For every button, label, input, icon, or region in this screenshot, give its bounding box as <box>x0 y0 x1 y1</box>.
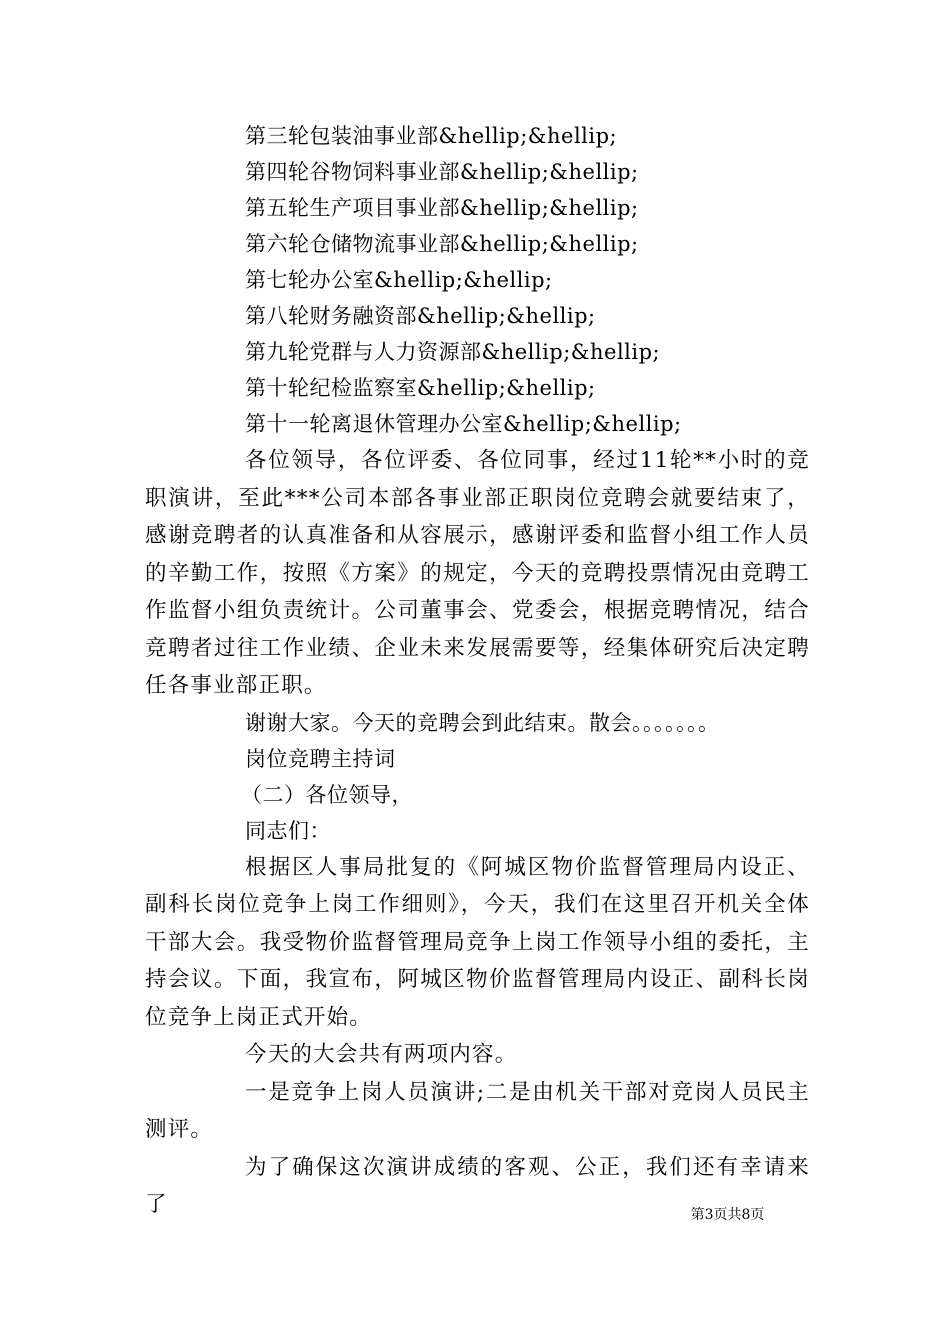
round-line-10: 第十轮纪检监察室&hellip;&hellip; <box>245 376 596 400</box>
round-line-11: 第十一轮离退休管理办公室&hellip;&hellip; <box>245 412 682 436</box>
round-line-8: 第八轮财务融资部&hellip;&hellip; <box>245 304 596 328</box>
document-body <box>145 118 810 1224</box>
round-line-4: 第四轮谷物饲料事业部&hellip;&hellip; <box>245 160 639 184</box>
items-paragraph: 一是竞争上岗人员演讲;二是由机关干部对竞岗人员民主测评。 <box>145 1079 810 1142</box>
round-line-5: 第五轮生产项目事业部&hellip;&hellip; <box>245 196 639 220</box>
round-line-6: 第六轮仓储物流事业部&hellip;&hellip; <box>245 232 639 256</box>
greeting: 同志们： <box>245 818 331 843</box>
section-title: 岗位竞聘主持词 <box>245 746 396 771</box>
section-subtitle: （二）各位领导， <box>241 782 413 807</box>
closing-paragraph: 各位领导，各位评委、各位同事，经过11轮**小时的竞职演讲，至此***公司本部各事业部正职岗位竞聘会就要结束了，感谢竞聘者的认真准备和从容展示，感谢评委和监督小组工作人员的辛勤工作，按照《方案》的规定，今天的竞聘投票情况由竞聘工作监督小组负责统计。公司董事会、党委会，根据竞聘情况，结合竞聘者过往工作业绩、企业未来发展需要等，经集体研究后决定聘任各事业部正职。 <box>145 448 810 698</box>
page-footer: 第3页共8页 <box>690 1207 765 1223</box>
round-line-9: 第九轮党群与人力资源部&hellip;&hellip; <box>245 340 661 364</box>
thanks-line: 谢谢大家。今天的竞聘会到此结束。散会。。。。。。。 <box>245 710 720 735</box>
fairness-paragraph: 为了确保这次演讲成绩的客观、公正，我们还有幸请来了 <box>145 1154 810 1217</box>
basis-paragraph: 根据区人事局批复的《阿城区物价监督管理局内设正、副科长岗位竞争上岗工作细则》，今天，我们在这里召开机关全体干部大会。我受物价监督管理局竞争上岗工作领导小组的委托，主持会议。下面，我宣布，阿城区物价监督管理局内设正、副科长岗位竞争上岗正式开始。 <box>145 854 810 1030</box>
round-line-7: 第七轮办公室&hellip;&hellip; <box>245 268 553 292</box>
round-line-3: 第三轮包装油事业部&hellip;&hellip; <box>245 124 618 148</box>
two-items-paragraph: 今天的大会共有两项内容。 <box>245 1042 518 1067</box>
